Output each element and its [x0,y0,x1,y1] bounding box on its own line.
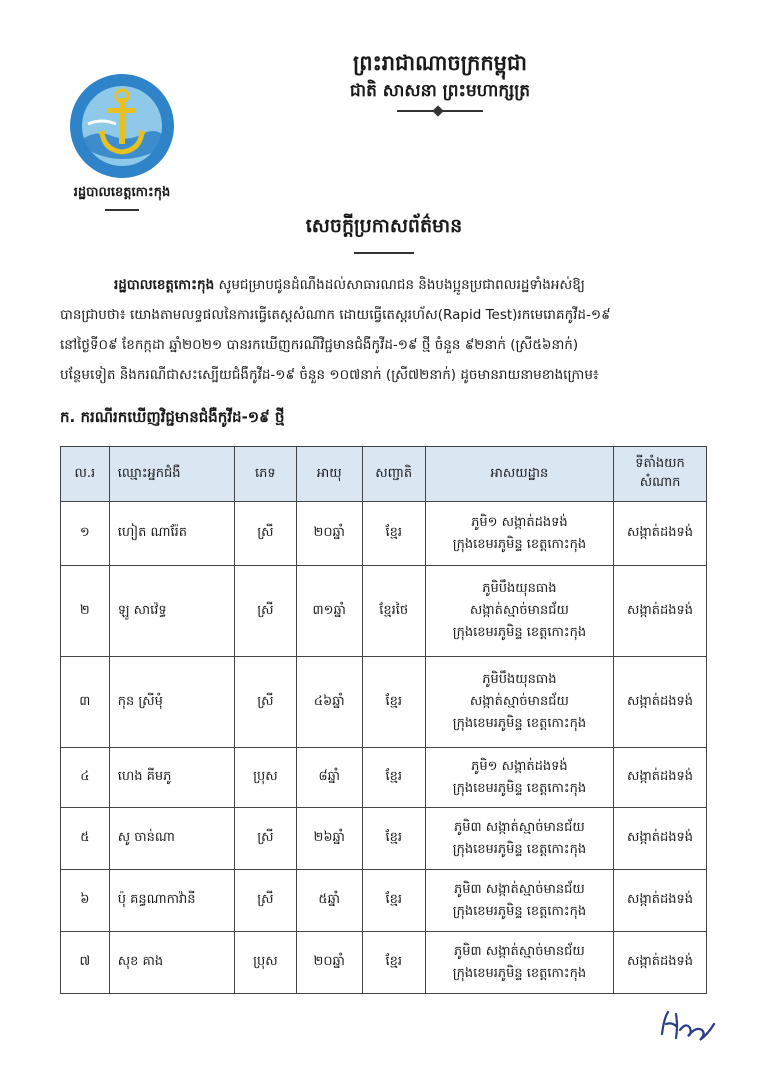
table-row [61,932,707,994]
header-nationality: សញ្ជាតិ [362,447,425,502]
address-line: សង្កាត់ស្មាច់មានជ័យ [469,603,569,618]
row-number: ២ [61,566,110,657]
patient-age: ២៦ឆ្នាំ [296,808,362,870]
header-sex: ភេទ [235,447,297,502]
table-row [61,657,707,748]
address-line: ភូមិ១ សង្កាត់ដងទង់ [471,514,568,530]
address-line: ក្រុងខេមរភូមិន្ទ ខេត្តកោះកុង [452,841,587,857]
patient-age: ៥ឆ្នាំ [296,870,362,932]
patient-address [425,566,613,657]
address-line: ក្រុងខេមរភូមិន្ទ ខេត្តកោះកុង [452,716,587,731]
address-line: ភូមិ៣ សង្កាត់ស្មាច់មានជ័យ [454,881,585,897]
address-line: ភូមិ១ សង្កាត់ដងទង់ [471,758,568,774]
patient-age: ២០ឆ្នាំ [296,502,362,566]
row-number: ១ [61,502,110,566]
patient-age: ៣១ឆ្នាំ [296,566,362,657]
logo-underline [105,209,139,211]
anchor-emblem-icon [68,72,176,180]
address-line: សង្កាត់ស្មាច់មានជ័យ [469,694,569,709]
patient-age: ៨ឆ្នាំ [296,748,362,808]
patient-name: ប៉ុ គន្ធណាកាវ៉ានី [109,870,234,932]
patient-name: សូ ចាន់ណា [109,808,234,870]
address-line: ក្រុងខេមរភូមិន្ទ ខេត្តកោះកុង [452,780,587,796]
sample-site: សង្កាត់ដងទង់ [614,932,707,994]
row-number: ៥ [61,808,110,870]
address-line: ក្រុងខេមរភូមិន្ទ ខេត្តកោះកុង [452,625,587,640]
patient-address [425,932,613,994]
address-line: ភូមិ៣ សង្កាត់ស្មាច់មានជ័យ [454,819,585,835]
address-line: ក្រុងខេមរភូមិន្ទ ខេត្តកោះកុង [452,965,587,981]
sample-site: សង្កាត់ដងទង់ [614,566,707,657]
paragraph-line-2: បានជ្រាបថា៖ យោងតាមលទ្ធផលនៃការធ្វើតេស្តសំណាក ដោយធ្វើតេស្តរហ័ស(Rapid Test)រកមេរោគកូវីដ-១៩ [60,307,611,323]
patient-sex: ប្រុស [235,932,297,994]
patient-age: ២០ឆ្នាំ [296,932,362,994]
patient-name: សុខ គាង [109,932,234,994]
row-number: ៧ [61,932,110,994]
national-motto: ជាតិ សាសនា ព្រះមហាក្សត្រ [349,81,531,101]
patient-name: ហេង គីមភូ [109,748,234,808]
table-row [61,808,707,870]
address-line: ភូមិបឹងយុនធាង [482,672,557,687]
patient-nationality: ខ្មែរ [362,870,425,932]
table-header-row [61,447,707,502]
patient-name: កុន ស្រីមុំ [109,657,234,748]
logo-caption: រដ្ឋបាលខេត្តកោះកុង [73,185,171,200]
announcement-paragraph [60,270,710,390]
paragraph-line-3: នៅថ្ងៃទី០៩ ខែកក្កដា ឆ្នាំ២០២១ បានរកឃើញករណីវិជ្ជមានជំងឺកូវីដ-១៩ ថ្មី ចំនួន ៩២នាក់ (ស្រី៥៦នាក់) [60,337,579,353]
patient-sex: ស្រី [235,657,297,748]
header-address: អាសយដ្ឋាន [425,447,613,502]
logo-block [52,72,192,211]
sample-site: សង្កាត់ដងទង់ [614,502,707,566]
address-line: ក្រុងខេមរភូមិន្ទ ខេត្តកោះកុង [452,536,587,552]
patient-nationality: ខ្មែរថៃ [362,566,425,657]
row-number: ៤ [61,748,110,808]
address-line: ភូមិ៣ សង្កាត់ស្មាច់មានជ័យ [454,943,585,959]
patient-sex: ស្រី [235,566,297,657]
header-age: អាយុ [296,447,362,502]
header-patient-name: ឈ្មោះអ្នកជំងឺ [109,447,234,502]
patient-address [425,502,613,566]
table-row [61,566,707,657]
patient-nationality: ខ្មែរ [362,502,425,566]
patient-sex: ស្រី [235,502,297,566]
patient-sex: ប្រុស [235,748,297,808]
cases-table [60,446,707,994]
patient-address [425,748,613,808]
row-number: ៣ [61,657,110,748]
paragraph-line-1-rest: សូមជម្រាបជូនដំណឹងដល់សាធារណជន និងបងប្អូនប្រជាពលរដ្ឋទាំងអស់ឱ្យ [214,277,585,293]
patient-sex: ស្រី [235,870,297,932]
address-line: ក្រុងខេមរភូមិន្ទ ខេត្តកោះកុង [452,903,587,919]
patient-address [425,808,613,870]
row-number: ៦ [61,870,110,932]
document-title-block [184,214,584,254]
table-row [61,870,707,932]
kingdom-header [240,48,640,112]
document-title: សេចក្តីប្រកាសព័ត៌មាន [305,215,463,237]
section-heading: ក. ករណីរកឃើញវិជ្ជមានជំងឺកូវីដ-១៩ ថ្មី [60,408,285,426]
patient-nationality: ខ្មែរ [362,808,425,870]
header-ornament [397,110,483,112]
paragraph-line-1 [60,270,710,300]
kingdom-name: ព្រះរាជាណាចក្រកម្ពុជា [352,51,527,75]
patient-name: ហៀត ណារ៉ែត [109,502,234,566]
table-row [61,502,707,566]
patient-name: ឡូ សាវ៉េទ្ធ [109,566,234,657]
handwritten-initials-icon [656,1004,720,1044]
table-row [61,748,707,808]
paragraph-lead: រដ្ឋបាលខេត្តកោះកុង [114,277,215,293]
sample-site: សង្កាត់ដងទង់ [614,870,707,932]
paragraph-line-4: បន្ថែមទៀត និងករណីជាសះស្បើយជំងឺកូវីដ-១៩ ចំនួន ១០៧នាក់ (ស្រី៧២នាក់) ដូចមានរាយនាមខាងក្រោម៖ [60,367,599,383]
patient-address [425,870,613,932]
address-line: ភូមិបឹងយុនធាង [482,581,557,596]
patient-nationality: ខ្មែរ [362,657,425,748]
patient-nationality: ខ្មែរ [362,932,425,994]
patient-address [425,657,613,748]
header-sample-site: ទីតាំងយកសំណាក [614,447,707,502]
patient-nationality: ខ្មែរ [362,748,425,808]
header-number: ល.រ [61,447,110,502]
sample-site: សង្កាត់ដងទង់ [614,748,707,808]
title-ornament [354,252,414,254]
sample-site: សង្កាត់ដងទង់ [614,657,707,748]
patient-age: ៤៦ឆ្នាំ [296,657,362,748]
sample-site: សង្កាត់ដងទង់ [614,808,707,870]
patient-sex: ស្រី [235,808,297,870]
